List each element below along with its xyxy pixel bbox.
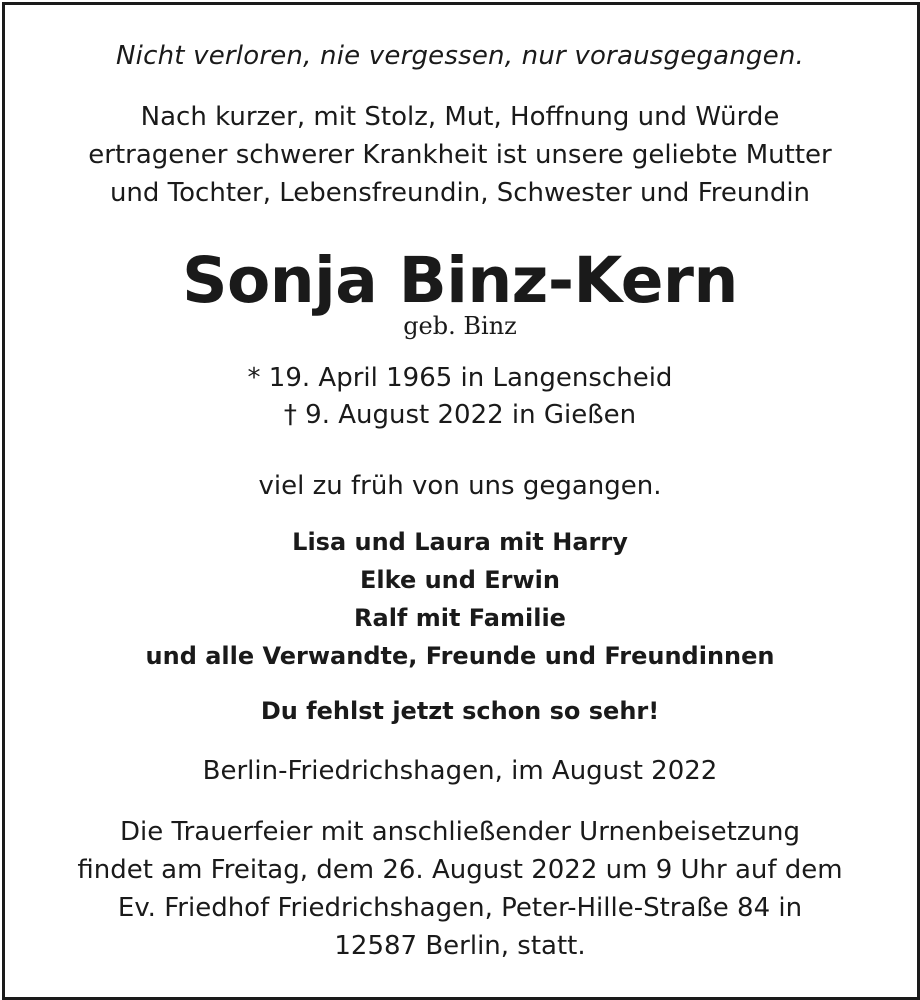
service-line-3: Ev. Friedhof Friedrichshagen, Peter-Hille-Straße 84 in bbox=[117, 893, 803, 923]
death-date: † 9. August 2022 in Gießen bbox=[283, 400, 637, 430]
deceased-name: Sonja Binz-Kern bbox=[182, 244, 738, 317]
service-line-1: Die Trauerfeier mit anschließender Urnenbeisetzung bbox=[120, 817, 800, 847]
mourner-line-4: und alle Verwandte, Freunde und Freundinnen bbox=[145, 642, 775, 670]
closing-sentence: Du fehlst jetzt schon so sehr! bbox=[260, 697, 660, 725]
service-line-4: 12587 Berlin, statt. bbox=[334, 931, 586, 961]
intro-line-1: Nach kurzer, mit Stolz, Mut, Hoffnung und Würde bbox=[140, 102, 780, 132]
mourner-line-3: Ralf mit Familie bbox=[354, 604, 566, 632]
mourner-line-1: Lisa und Laura mit Harry bbox=[292, 528, 628, 556]
mourner-line-2: Elke und Erwin bbox=[360, 566, 560, 594]
birth-name: geb. Binz bbox=[403, 312, 517, 340]
intro-line-2: ertragener schwerer Krankheit ist unsere geliebte Mutter bbox=[88, 140, 832, 170]
motto: Nicht verloren, nie vergessen, nur vorausgegangen. bbox=[116, 41, 804, 71]
service-line-2: findet am Freitag, dem 26. August 2022 um 9 Uhr auf dem bbox=[77, 855, 843, 885]
passing-text: viel zu früh von uns gegangen. bbox=[258, 471, 662, 501]
place-and-date: Berlin-Friedrichshagen, im August 2022 bbox=[202, 756, 718, 786]
birth-date: * 19. April 1965 in Langenscheid bbox=[247, 363, 673, 393]
intro-line-3: und Tochter, Lebensfreundin, Schwester und Freundin bbox=[109, 178, 811, 208]
